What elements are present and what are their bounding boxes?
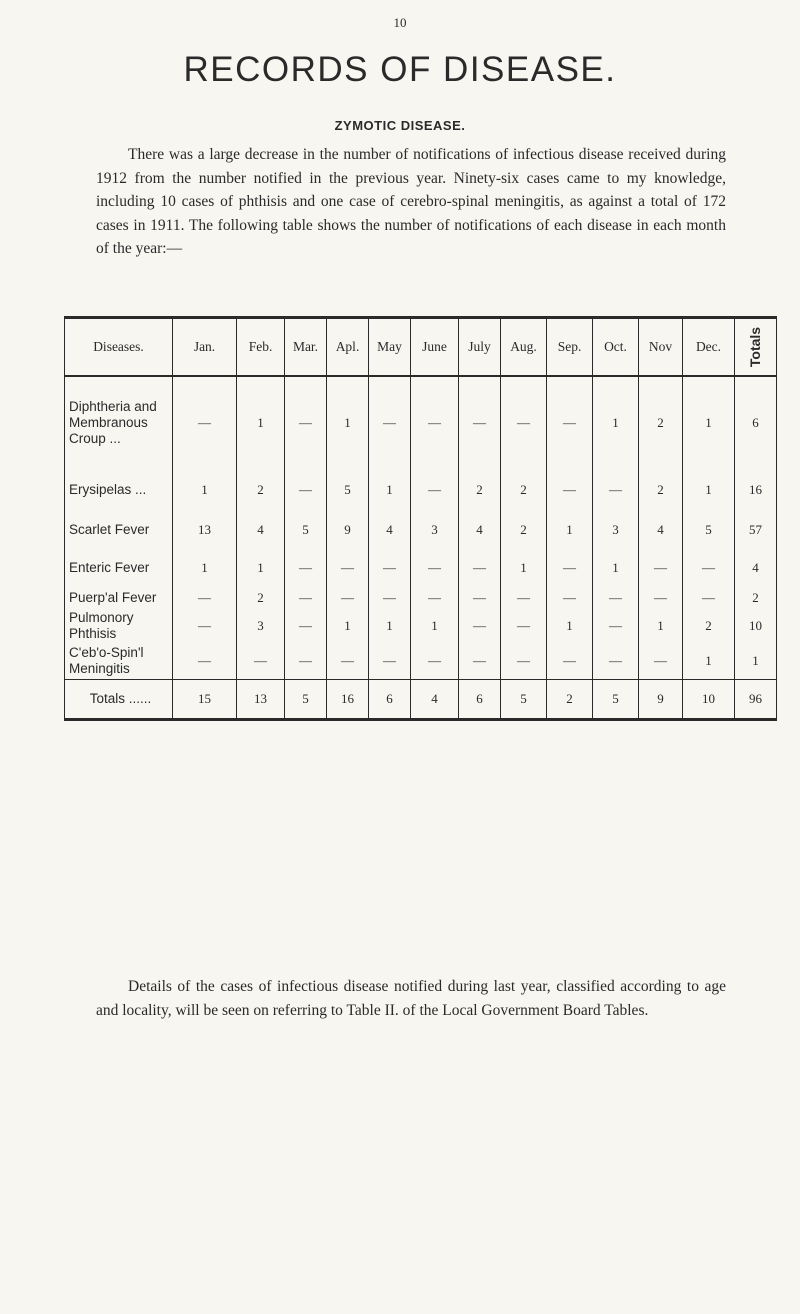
header-feb: Feb. — [237, 318, 285, 377]
total-cell: 13 — [237, 680, 285, 720]
header-oct: Oct. — [593, 318, 639, 377]
total-cell: 96 — [735, 680, 777, 720]
month-count-cell: — — [547, 469, 593, 511]
month-count-cell: 1 — [173, 469, 237, 511]
month-count-cell: — — [369, 549, 411, 587]
month-count-cell: 4 — [369, 511, 411, 549]
header-sep: Sep. — [547, 318, 593, 377]
month-count-cell: — — [369, 376, 411, 469]
month-count-cell: 3 — [411, 511, 459, 549]
month-count-cell: — — [593, 469, 639, 511]
table-row — [65, 469, 777, 511]
month-count-cell: — — [285, 376, 327, 469]
total-cell: 6 — [369, 680, 411, 720]
month-count-cell: — — [237, 643, 285, 680]
month-count-cell: — — [593, 587, 639, 609]
month-count-cell: — — [459, 609, 501, 643]
month-count-cell: — — [285, 549, 327, 587]
month-count-cell: 1 — [237, 549, 285, 587]
month-count-cell: — — [593, 609, 639, 643]
header-jan: Jan. — [173, 318, 237, 377]
total-cell: 6 — [459, 680, 501, 720]
row-total-cell: 10 — [735, 609, 777, 643]
disease-name: C'eb'o-Spin'l Meningitis — [65, 643, 173, 680]
row-total-cell: 2 — [735, 587, 777, 609]
month-count-cell: — — [173, 643, 237, 680]
month-count-cell: — — [173, 609, 237, 643]
month-count-cell: — — [411, 643, 459, 680]
header-july: July — [459, 318, 501, 377]
page-number: 10 — [393, 15, 407, 30]
month-count-cell: 3 — [237, 609, 285, 643]
totals-row — [65, 680, 777, 720]
month-count-cell: — — [285, 469, 327, 511]
row-total-cell: 57 — [735, 511, 777, 549]
month-count-cell: 1 — [173, 549, 237, 587]
month-count-cell: 1 — [369, 469, 411, 511]
month-count-cell: 1 — [547, 511, 593, 549]
month-count-cell: — — [369, 587, 411, 609]
page-title: RECORDS OF DISEASE. — [183, 50, 617, 89]
month-count-cell: 2 — [459, 469, 501, 511]
disease-name: Puerp'al Fever — [65, 587, 173, 609]
total-cell: 5 — [501, 680, 547, 720]
month-count-cell: 5 — [285, 511, 327, 549]
header-may: May — [369, 318, 411, 377]
month-count-cell: — — [683, 587, 735, 609]
disease-name: Enteric Fever — [65, 549, 173, 587]
table-row — [65, 587, 777, 609]
total-cell: 5 — [593, 680, 639, 720]
month-count-cell: — — [639, 549, 683, 587]
header-apl: Apl. — [327, 318, 369, 377]
total-cell: 9 — [639, 680, 683, 720]
header-dec: Dec. — [683, 318, 735, 377]
month-count-cell: 1 — [683, 643, 735, 680]
disease-name: Pulmonory Phthisis — [65, 609, 173, 643]
row-total-cell: 4 — [735, 549, 777, 587]
month-count-cell: 1 — [411, 609, 459, 643]
month-count-cell: — — [547, 643, 593, 680]
header-nov: Nov — [639, 318, 683, 377]
month-count-cell: 2 — [501, 511, 547, 549]
footer-paragraph: Details of the cases of infectious disease notified during last year, classified according to age and locality, will be seen on referring to Table II. of the Local Government Board Tables. — [96, 978, 726, 1019]
month-count-cell: 5 — [327, 469, 369, 511]
disease-name: Erysipelas ... — [65, 469, 173, 511]
total-cell: 10 — [683, 680, 735, 720]
month-count-cell: — — [327, 549, 369, 587]
month-count-cell: — — [327, 643, 369, 680]
disease-name: Diphtheria and Membranous Croup ... — [65, 376, 173, 469]
month-count-cell: — — [459, 587, 501, 609]
month-count-cell: — — [501, 643, 547, 680]
month-count-cell: — — [639, 643, 683, 680]
month-count-cell: 1 — [593, 376, 639, 469]
month-count-cell: 2 — [639, 469, 683, 511]
month-count-cell: — — [683, 549, 735, 587]
header-mar: Mar. — [285, 318, 327, 377]
month-count-cell: — — [501, 609, 547, 643]
month-count-cell: — — [327, 587, 369, 609]
table-row — [65, 376, 777, 469]
totals-label: Totals ...... — [65, 680, 173, 720]
month-count-cell: 1 — [547, 609, 593, 643]
month-count-cell: — — [593, 643, 639, 680]
disease-name: Scarlet Fever — [65, 511, 173, 549]
table-row — [65, 643, 777, 680]
month-count-cell: 1 — [501, 549, 547, 587]
month-count-cell: — — [547, 376, 593, 469]
header-aug: Aug. — [501, 318, 547, 377]
month-count-cell: 1 — [683, 469, 735, 511]
month-count-cell: — — [547, 587, 593, 609]
month-count-cell: — — [173, 376, 237, 469]
month-count-cell: 2 — [639, 376, 683, 469]
month-count-cell: 4 — [459, 511, 501, 549]
total-cell: 4 — [411, 680, 459, 720]
total-cell: 15 — [173, 680, 237, 720]
header-june: June — [411, 318, 459, 377]
month-count-cell: — — [501, 587, 547, 609]
month-count-cell: — — [173, 587, 237, 609]
header-row — [65, 318, 777, 377]
month-count-cell: 4 — [237, 511, 285, 549]
month-count-cell: 1 — [369, 609, 411, 643]
table-row — [65, 511, 777, 549]
row-total-cell: 1 — [735, 643, 777, 680]
month-count-cell: — — [285, 643, 327, 680]
month-count-cell: — — [547, 549, 593, 587]
month-count-cell: 2 — [237, 587, 285, 609]
month-count-cell: 5 — [683, 511, 735, 549]
header-totals — [735, 318, 777, 377]
month-count-cell: — — [369, 643, 411, 680]
header-totals-label: Totals — [747, 326, 764, 367]
month-count-cell: — — [411, 376, 459, 469]
table-row — [65, 549, 777, 587]
row-total-cell: 6 — [735, 376, 777, 469]
month-count-cell: 4 — [639, 511, 683, 549]
intro-paragraph: There was a large decrease in the number of notifications of infectious disease received during 1912 from the number notified in the previous year. Ninety-six cases came to my knowledge, including 10 cases of phthisis and one case of cerebro-spinal meningitis, as against a total of 172 cases in 1911. The following table shows the number of notifications of each disease in each month of the year:— — [96, 146, 726, 257]
disease-table — [64, 316, 777, 721]
section-subtitle: ZYMOTIC DISEASE. — [334, 118, 466, 133]
total-cell: 16 — [327, 680, 369, 720]
month-count-cell: — — [411, 587, 459, 609]
header-diseases: Diseases. — [65, 318, 173, 377]
month-count-cell: — — [285, 587, 327, 609]
month-count-cell: — — [459, 643, 501, 680]
month-count-cell: — — [285, 609, 327, 643]
month-count-cell: — — [411, 549, 459, 587]
table-row — [65, 609, 777, 643]
month-count-cell: 9 — [327, 511, 369, 549]
month-count-cell: 3 — [593, 511, 639, 549]
month-count-cell: 1 — [237, 376, 285, 469]
month-count-cell: 2 — [683, 609, 735, 643]
month-count-cell: 1 — [639, 609, 683, 643]
month-count-cell: 1 — [683, 376, 735, 469]
month-count-cell: — — [639, 587, 683, 609]
month-count-cell: — — [459, 376, 501, 469]
month-count-cell: — — [459, 549, 501, 587]
disease-table-container — [64, 316, 776, 721]
month-count-cell: 1 — [593, 549, 639, 587]
total-cell: 2 — [547, 680, 593, 720]
month-count-cell: — — [411, 469, 459, 511]
month-count-cell: 1 — [327, 609, 369, 643]
month-count-cell: 2 — [237, 469, 285, 511]
month-count-cell: 1 — [327, 376, 369, 469]
total-cell: 5 — [285, 680, 327, 720]
month-count-cell: 2 — [501, 469, 547, 511]
month-count-cell: — — [501, 376, 547, 469]
month-count-cell: 13 — [173, 511, 237, 549]
row-total-cell: 16 — [735, 469, 777, 511]
